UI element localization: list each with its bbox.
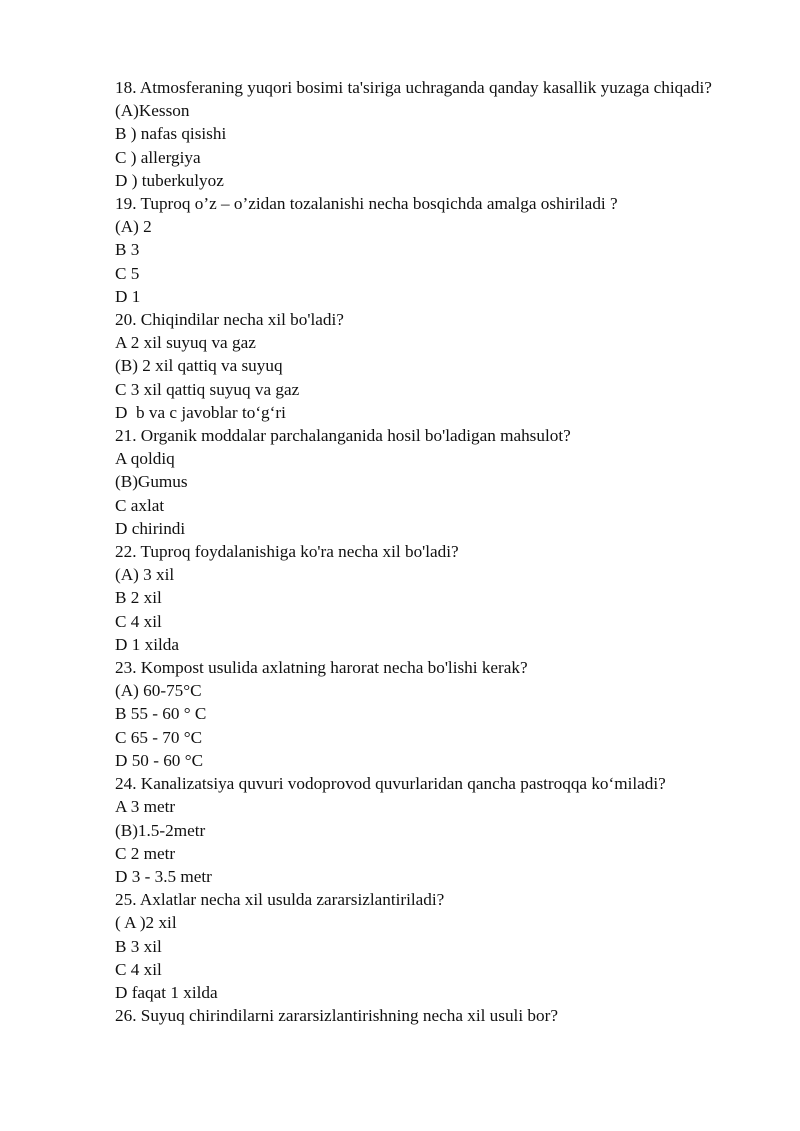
question-23 — [115, 656, 735, 772]
option-d: D 50 - 60 °C — [115, 750, 204, 770]
option-d: D chirindi — [115, 518, 186, 538]
option-c: C ) allergiya — [115, 147, 201, 167]
option-c: C 4 xil — [115, 611, 162, 631]
option-b: B ) nafas qisishi — [115, 124, 227, 144]
question-26 — [115, 1004, 735, 1027]
option-b: B 3 xil — [115, 936, 162, 956]
option-d: D faqat 1 xilda — [115, 982, 218, 1002]
option-d: D 1 — [115, 286, 141, 306]
option-c: C 3 xil qattiq suyuq va gaz — [115, 379, 300, 399]
question-18 — [115, 76, 735, 192]
option-d: D 3 - 3.5 metr — [115, 866, 212, 886]
option-c: C 4 xil — [115, 959, 162, 979]
option-d: D b va c javoblar to‘g‘ri — [115, 402, 286, 422]
question-22 — [115, 540, 735, 656]
question-20 — [115, 308, 735, 424]
option-c: C 5 — [115, 263, 140, 283]
question-text: 23. Kompost usulida axlatning harorat necha bo'lishi kerak? — [115, 658, 528, 678]
option-b: (B)1.5-2metr — [115, 820, 206, 840]
option-c: C 65 - 70 °C — [115, 727, 203, 747]
question-text: 19. Tuproq o’z – o’zidan tozalanishi necha bosqichda amalga oshiriladi ? — [115, 194, 618, 214]
question-text: 24. Kanalizatsiya quvuri vodoprovod quvurlaridan qancha pastroqqa ko‘miladi? — [115, 774, 666, 794]
option-d: D 1 xilda — [115, 634, 179, 654]
question-24 — [115, 772, 735, 888]
option-a: (A) 2 — [115, 217, 152, 237]
question-19 — [115, 192, 735, 308]
question-text: 21. Organik moddalar parchalanganida hosil bo'ladigan mahsulot? — [115, 426, 571, 446]
question-text: 22. Tuproq foydalanishiga ko'ra necha xil bo'ladi? — [115, 542, 459, 562]
option-a: A 2 xil suyuq va gaz — [115, 333, 256, 353]
question-text: 20. Chiqindilar necha xil bo'ladi? — [115, 310, 344, 330]
question-25 — [115, 888, 735, 1004]
option-a: (A) 60-75°C — [115, 681, 202, 701]
document-page — [115, 76, 735, 1027]
question-21 — [115, 424, 735, 540]
option-a: A 3 metr — [115, 797, 176, 817]
option-a: (A) 3 xil — [115, 565, 175, 585]
option-b: B 55 - 60 ° C — [115, 704, 207, 724]
option-a: (A)Kesson — [115, 101, 190, 121]
option-b: B 3 — [115, 240, 140, 260]
question-text: 18. Atmosferaning yuqori bosimi ta'siriga uchraganda qanday kasallik yuzaga chiqadi? — [115, 78, 712, 97]
option-c: C axlat — [115, 495, 165, 515]
option-b: (B)Gumus — [115, 472, 188, 492]
question-text: 26. Suyuq chirindilarni zararsizlantirishning necha xil usuli bor? — [115, 1006, 558, 1026]
option-c: C 2 metr — [115, 843, 176, 863]
option-b: B 2 xil — [115, 588, 162, 608]
option-a: ( A )2 xil — [115, 913, 177, 933]
option-d: D ) tuberkulyoz — [115, 170, 224, 190]
option-b: (B) 2 xil qattiq va suyuq — [115, 356, 283, 376]
option-a: A qoldiq — [115, 449, 175, 469]
question-text: 25. Axlatlar necha xil usulda zararsizlantiriladi? — [115, 890, 445, 910]
